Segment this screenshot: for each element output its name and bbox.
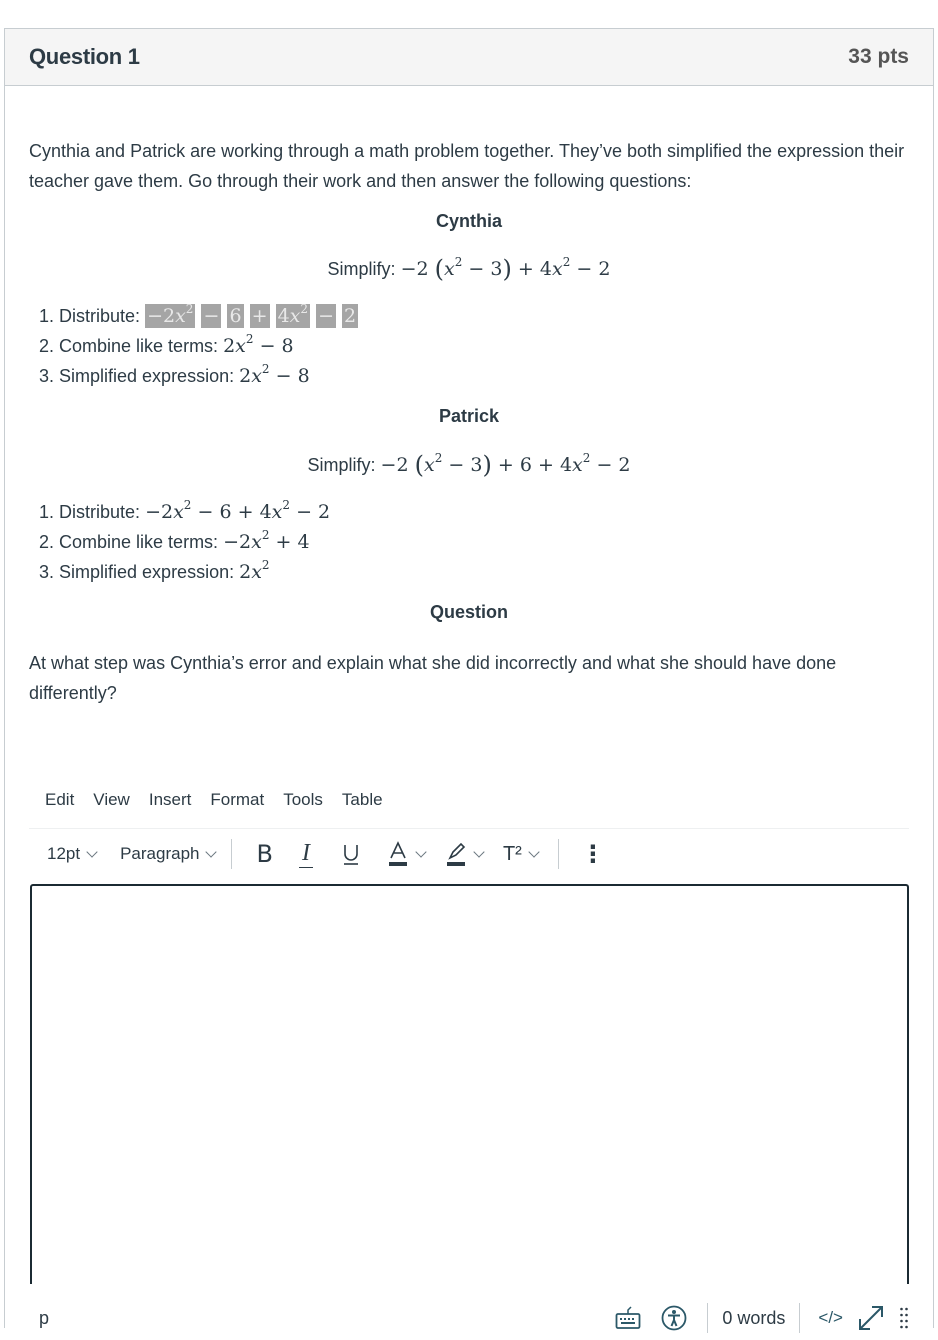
- patrick-expression: −2 $(x^2 - 3) + 6 + 4x^2 - 2$: [380, 451, 631, 479]
- accessibility-icon: [661, 1305, 687, 1331]
- chevron-down-icon: [86, 846, 97, 857]
- answer-editor[interactable]: [30, 884, 909, 1284]
- patrick-step-3: 3. Simplified expression: $2x^2$: [39, 558, 270, 583]
- html-editor-toggle[interactable]: </>: [818, 1308, 843, 1327]
- highlighter-icon: [445, 841, 467, 867]
- font-size-select[interactable]: 12pt: [47, 844, 96, 864]
- fullscreen-button[interactable]: [857, 1304, 885, 1332]
- accessibility-checker-button[interactable]: [661, 1305, 687, 1331]
- chevron-down-icon: [473, 846, 484, 857]
- editor-statusbar: [29, 1296, 909, 1340]
- resize-handle[interactable]: [899, 1306, 909, 1330]
- block-format-select[interactable]: Paragraph: [120, 844, 215, 864]
- menu-edit[interactable]: Edit: [45, 790, 75, 809]
- chevron-down-icon: [206, 846, 217, 857]
- question-header: [5, 29, 933, 86]
- editor-menubar: [45, 790, 402, 810]
- text-color-icon: [387, 841, 409, 867]
- underline-icon: [341, 842, 361, 866]
- bold-button[interactable]: B: [256, 840, 273, 868]
- menu-insert[interactable]: Insert: [148, 790, 192, 809]
- highlight-color-button[interactable]: [445, 841, 483, 867]
- statusbar-separator: [707, 1303, 708, 1333]
- cynthia-step-3: 3. Simplified expression: $2x^2 - 8$: [39, 362, 310, 387]
- drag-handle-icon: [899, 1306, 909, 1330]
- statusbar-separator: [799, 1303, 800, 1333]
- patrick-simplify: [29, 450, 909, 480]
- prompt-heading: Question: [429, 602, 508, 622]
- more-options-button[interactable]: ⋮: [580, 840, 605, 868]
- menu-format[interactable]: Format: [210, 790, 265, 809]
- question-card: [4, 28, 934, 1328]
- editor-toolbar: [29, 837, 909, 871]
- patrick-step-1: 1. Distribute: $-2x^2 - 6 + 4x^2 - 2$: [39, 498, 331, 523]
- simplify-label: Simplify:: [327, 259, 396, 279]
- cynthia-step-1: 1. Distribute: $-2x^2 - 6 + 4x^2 - 2$: [39, 302, 357, 327]
- toolbar-separator: [231, 839, 232, 869]
- keyboard-shortcuts-button[interactable]: [615, 1306, 641, 1330]
- cynthia-heading: Cynthia: [435, 211, 502, 231]
- patrick-steps: [39, 497, 330, 587]
- cynthia-simplify: [29, 254, 909, 284]
- keyboard-icon: [615, 1306, 641, 1330]
- question-points: 33 pts: [848, 45, 909, 68]
- cynthia-distribute-highlighted: $-2x^2 - 6 + 4x^2 - 2$: [147, 302, 357, 327]
- menu-table[interactable]: Table: [341, 790, 383, 809]
- cynthia-steps: [39, 301, 358, 391]
- italic-button[interactable]: I: [299, 840, 313, 868]
- superscript-button[interactable]: T²: [503, 843, 538, 866]
- question-title: Question 1: [29, 44, 140, 69]
- question-intro: Cynthia and Patrick are working through a math problem together. They’ve both simplified the expression their teacher gave them. Go through their work and then answer the following questions:: [29, 141, 905, 191]
- chevron-down-icon: [415, 846, 426, 857]
- expand-icon: [857, 1304, 885, 1332]
- cynthia-step-2: 2. Combine like terms: $2x^2 - 8$: [39, 332, 294, 357]
- toolbar-separator: [558, 839, 559, 869]
- underline-button[interactable]: [341, 842, 361, 866]
- patrick-heading: Patrick: [438, 406, 500, 426]
- element-path[interactable]: p: [39, 1307, 50, 1328]
- cynthia-expression: −2 $(x^2 - 3) + 4x^2 - 2$: [400, 255, 611, 283]
- chevron-down-icon: [528, 846, 539, 857]
- patrick-step-2: 2. Combine like terms: $-2x^2 + 4$: [39, 528, 310, 553]
- menu-tools[interactable]: Tools: [283, 790, 323, 809]
- question-prompt: At what step was Cynthia’s error and explain what she did incorrectly and what she should have done differently?: [29, 653, 837, 703]
- menu-view[interactable]: View: [93, 790, 130, 809]
- toolbar-divider: [29, 828, 909, 829]
- word-count[interactable]: 0 words: [722, 1307, 786, 1328]
- simplify-label: Simplify:: [307, 455, 376, 475]
- text-color-button[interactable]: [387, 841, 425, 867]
